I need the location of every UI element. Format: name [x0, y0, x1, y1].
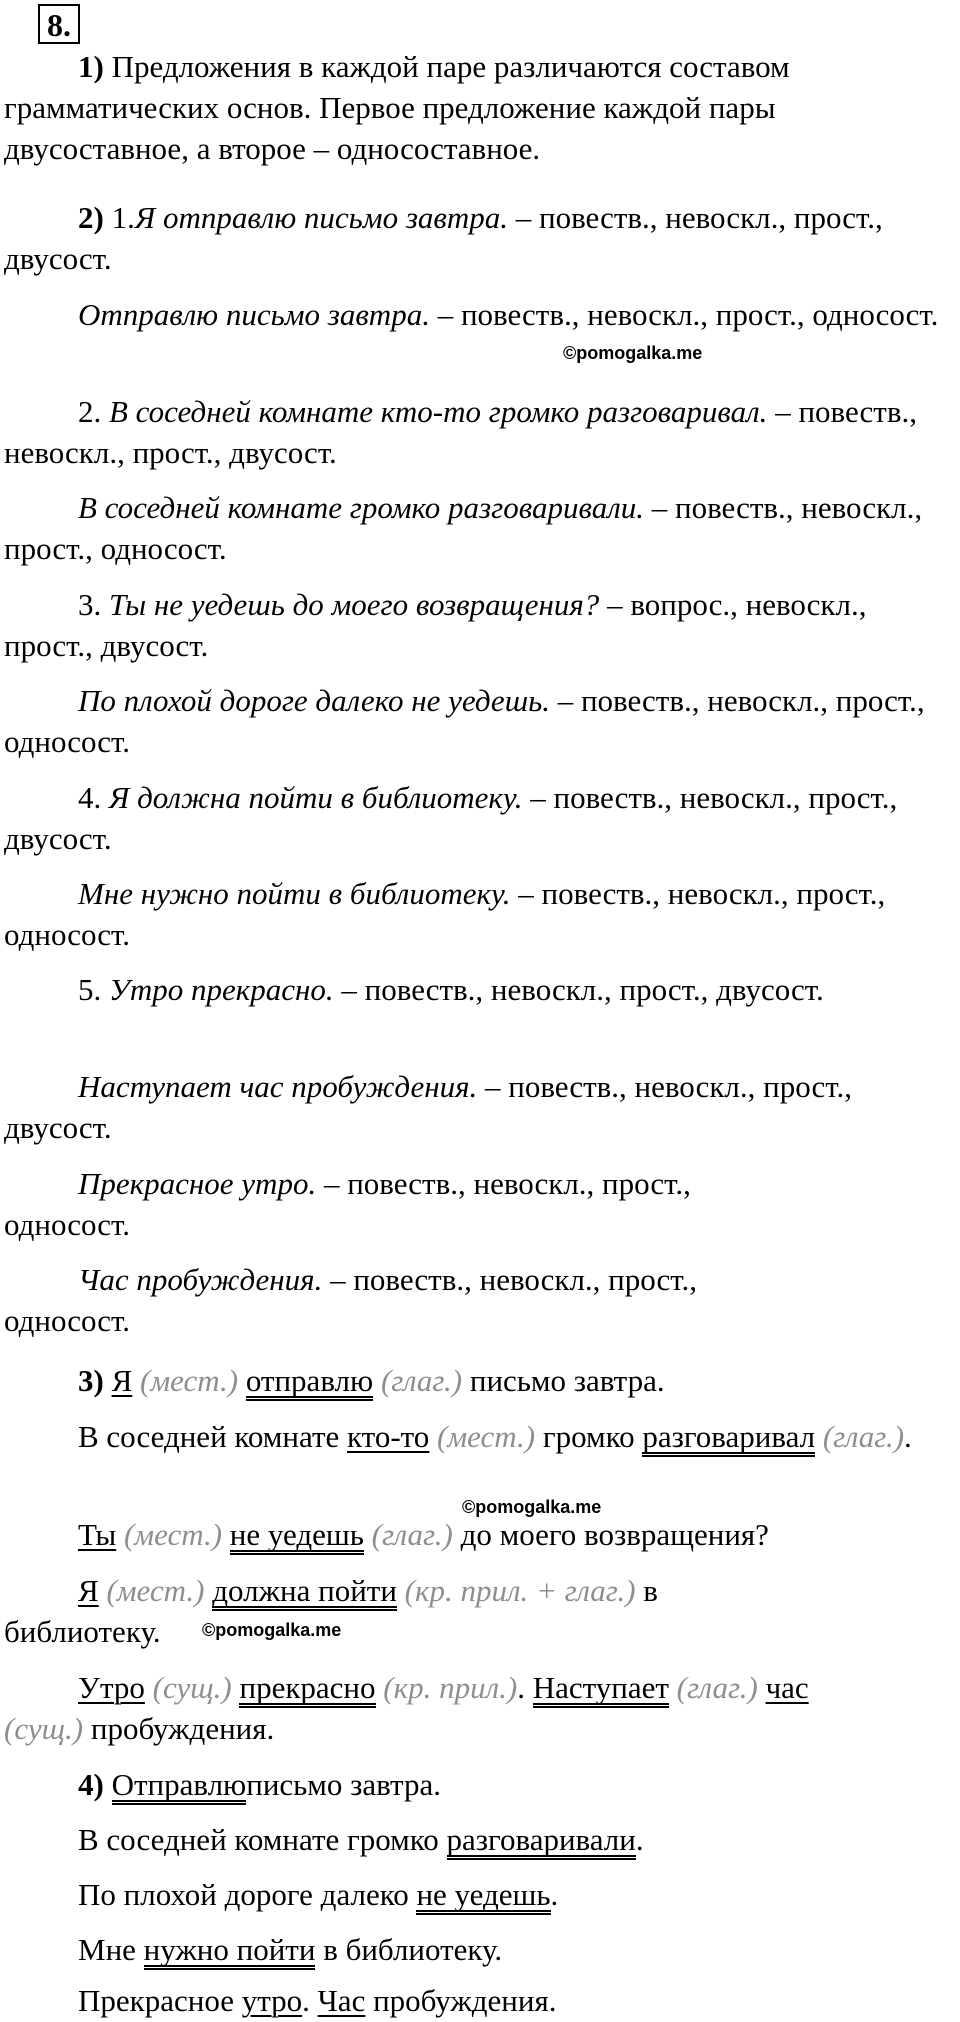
pos-label: (сущ.) — [4, 1711, 84, 1746]
description: – повеств., невоскл., прост., двусост. — [341, 972, 824, 1007]
predicate: разговаривал — [642, 1421, 815, 1457]
description: – вопрос., невоскл., прост., двусост. — [4, 587, 867, 663]
sentence: Отправлю письмо завтра. — [78, 297, 430, 332]
watermark: ©pomogalka.me — [563, 343, 703, 363]
description: – повеств., невоскл., прост., односост. — [4, 683, 925, 759]
sentence: Утро прекрасно. — [109, 972, 334, 1007]
part2-item: 5. Утро прекрасно. – повеств., невоскл., прост., двусост. — [78, 972, 824, 1007]
description: – повеств., невоскл., прост., односост. — [4, 1166, 691, 1242]
description: – повеств., невоскл., прост., односост. — [4, 876, 886, 952]
pos-label: (глаг.) — [676, 1670, 758, 1705]
part2-item: 2) 1.Я отправлю письмо завтра. – повеств., невоскл., прост., двусост. — [4, 200, 883, 276]
part4-line-1: 4) Отправлюписьмо завтра. — [4, 1764, 954, 1805]
pos-label: (глаг.) — [380, 1363, 463, 1398]
part3-sentence-4-cont: библиотеку. — [4, 1614, 161, 1649]
sentence: Наступает час пробуждения. — [78, 1069, 478, 1104]
part1-text: Предложения в каждой паре различаются составом грамматических основ. Первое предложение каждой пары двусоставное, а второе – односоставное. — [4, 49, 790, 166]
sentence: В соседней комнате громко разговаривали. — [78, 490, 644, 525]
part2-item — [4, 1163, 824, 1245]
part3-sentence-4: Я (мест.) должна пойти (кр. прил. + глаг.) в — [4, 1570, 954, 1611]
part2-item — [4, 1259, 824, 1341]
sentence: Я должна пойти в библиотеку. — [109, 780, 523, 815]
predicate: не уедешь — [416, 1879, 550, 1915]
part2-item: 3. Ты не уедешь до моего возвращения? – вопрос., невоскл., прост., двусост. — [4, 587, 867, 663]
exercise-number: 8. — [38, 4, 80, 44]
predicate: прекрасно — [239, 1672, 375, 1708]
watermark: ©pomogalka.me — [202, 1620, 342, 1640]
part4-label: 4) — [78, 1767, 104, 1802]
subject: час — [765, 1670, 809, 1705]
part3-sentence-1: 3) Я (мест.) отправлю (глаг.) письмо завтра. — [4, 1360, 954, 1401]
part2-label: 2) — [78, 200, 104, 235]
predicate: нужно пойти — [144, 1934, 316, 1970]
subject: Ты — [78, 1517, 117, 1552]
part2-item — [4, 1066, 954, 1148]
part4-line-2: В соседней комнате громко разговаривали. — [4, 1819, 954, 1860]
part3-label: 3) — [78, 1363, 104, 1398]
part2-item — [4, 873, 954, 955]
pos-label: (глаг.) — [822, 1419, 905, 1454]
pos-label: (кр. прил. + глаг.) — [404, 1573, 636, 1608]
sentence: Мне нужно пойти в библиотеку. — [78, 876, 511, 911]
sentence: Прекрасное утро. — [78, 1166, 317, 1201]
part2-item: 4. Я должна пойти в библиотеку. – повеств., невоскл., прост., двусост. — [4, 780, 898, 856]
sentence: По плохой дороге далеко не уедешь. — [78, 683, 550, 718]
pos-label: (глаг.) — [371, 1517, 453, 1552]
predicate: не уедешь — [230, 1519, 364, 1555]
pos-label: (мест.) — [437, 1419, 536, 1454]
part4-line-4: Мне нужно пойти в библиотеку. — [4, 1929, 954, 1970]
subject: кто-то — [347, 1419, 430, 1454]
subject: Я — [111, 1363, 133, 1398]
predicate: Наступает — [533, 1672, 669, 1708]
predicate: отправлю — [246, 1365, 373, 1401]
subject: утро — [241, 1983, 303, 2018]
part2-item — [4, 294, 954, 335]
description: – повеств., невоскл., прост., односост. — [4, 490, 923, 566]
part4-line-5: Прекрасное утро. Час пробуждения. — [78, 1983, 557, 2018]
part4-line-3: По плохой дороге далеко не уедешь. — [4, 1874, 954, 1915]
pos-label: (сущ.) — [152, 1670, 232, 1705]
pos-label: (мест.) — [140, 1363, 239, 1398]
description: – повеств., невоскл., прост., односост. — [437, 297, 939, 332]
pos-label: (мест.) — [123, 1517, 223, 1552]
sentence: Ты не уедешь до моего возвращения? — [109, 587, 600, 622]
part3-sentence-3: Ты (мест.) не уедешь (глаг.) до моего возвращения? — [4, 1514, 954, 1555]
sentence: В соседней комнате кто-то громко разговаривал. — [109, 394, 768, 429]
part1-label: 1) — [78, 49, 104, 84]
part2-item — [4, 680, 954, 762]
description: – повеств., невоскл., прост., односост. — [4, 1262, 698, 1338]
subject: Утро — [78, 1670, 145, 1705]
part2-item — [4, 487, 954, 569]
description: – повеств., невоскл., прост., двусост. — [4, 394, 917, 470]
predicate: Отправлю — [112, 1769, 247, 1805]
part3-sentence-5-cont: (сущ.) пробуждения. — [4, 1711, 275, 1746]
predicate: разговаривали — [447, 1824, 636, 1860]
predicate: должна пойти — [212, 1575, 397, 1611]
part2-item: 2. В соседней комнате кто-то громко разговаривал. – повеств., невоскл., прост., двусост. — [4, 394, 917, 470]
pos-label: (мест.) — [106, 1573, 205, 1608]
description: – повеств., невоскл., прост., двусост. — [4, 1069, 852, 1145]
part3-sentence-2: В соседней комнате кто-то (мест.) громко разговаривал (глаг.). — [4, 1416, 954, 1457]
watermark: ©pomogalka.me — [462, 1497, 602, 1517]
subject: Я — [78, 1573, 99, 1608]
description: – повеств., невоскл., прост., двусост. — [4, 200, 883, 276]
subject: Час — [317, 1983, 366, 2018]
part3-sentence-5: Утро (сущ.) прекрасно (кр. прил.). Наступает (глаг.) час — [4, 1667, 954, 1708]
sentence: Час пробуждения. — [78, 1262, 323, 1297]
part1-paragraph — [4, 46, 954, 169]
pos-label: (кр. прил.) — [383, 1670, 518, 1705]
description: – повеств., невоскл., прост., двусост. — [4, 780, 898, 856]
sentence: Я отправлю письмо завтра. — [134, 200, 509, 235]
